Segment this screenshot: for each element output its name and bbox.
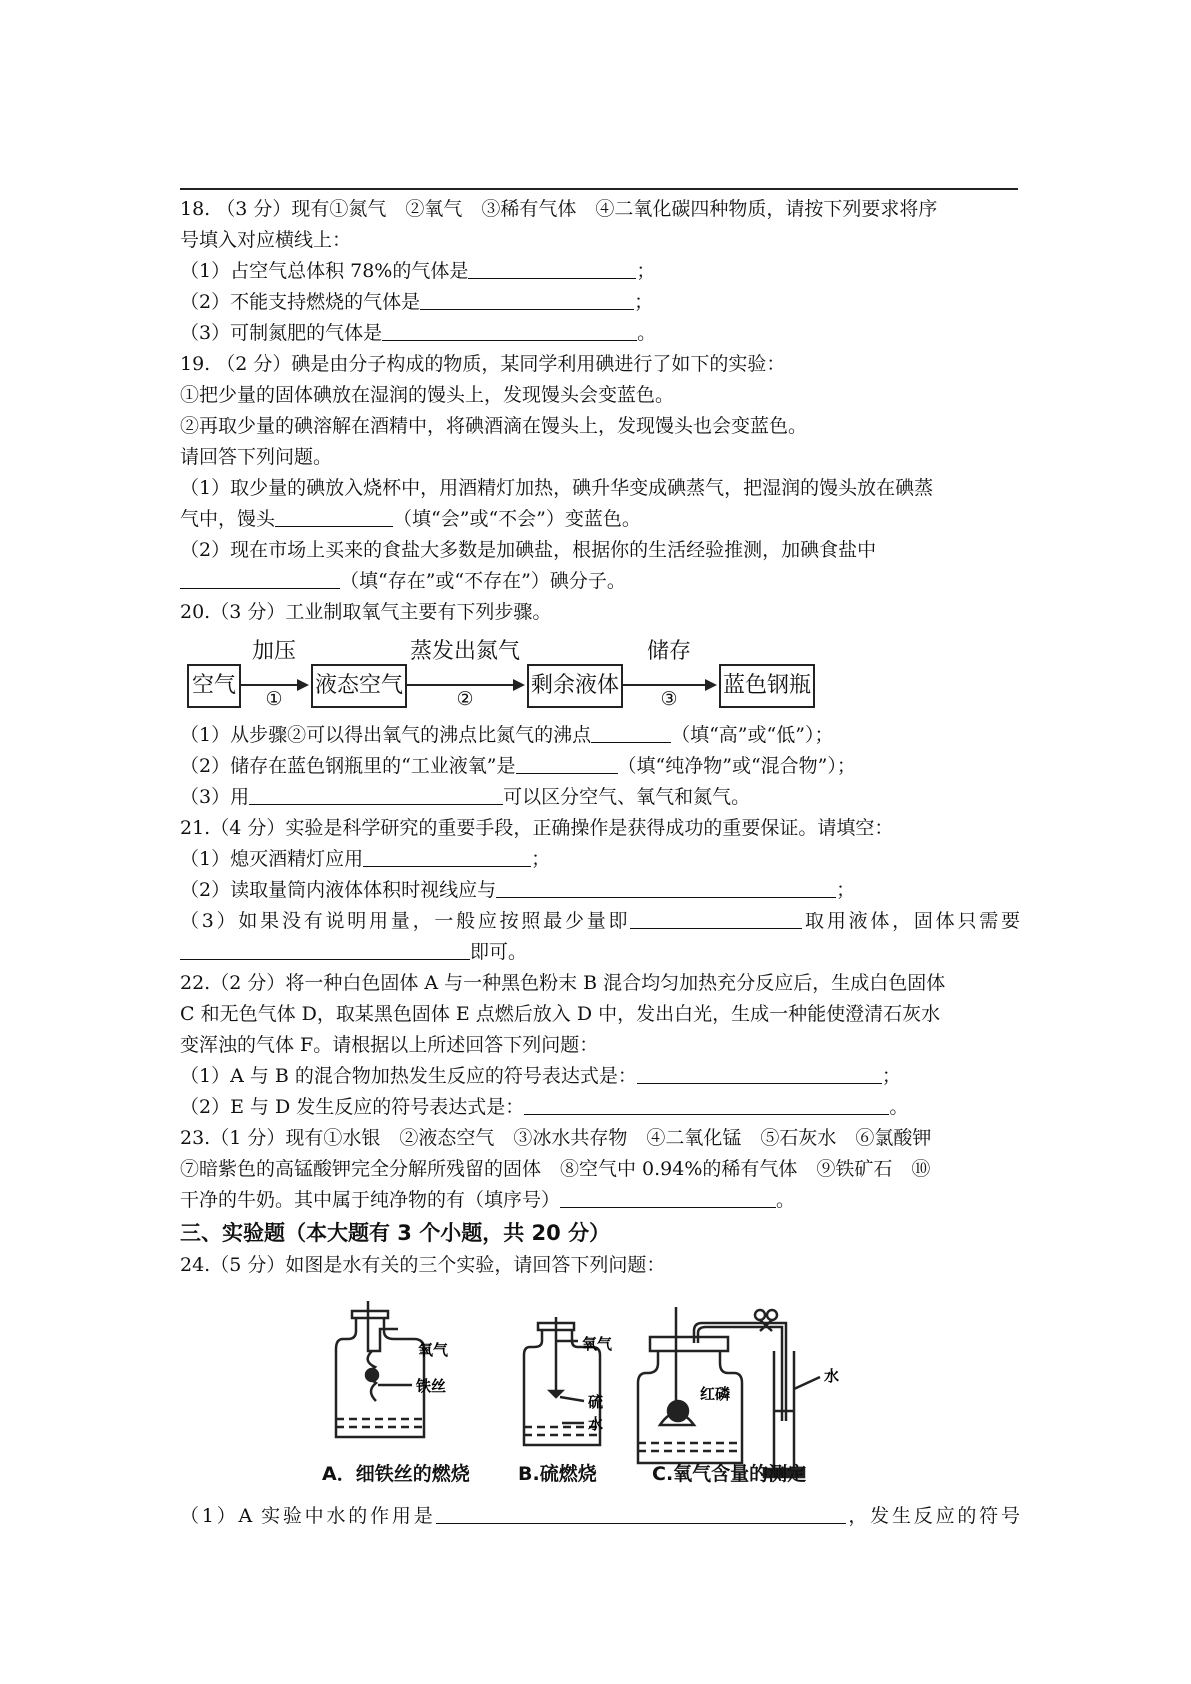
flow-step1-num: ① <box>265 688 283 710</box>
q21-part3-blank-2[interactable] <box>180 937 470 960</box>
q21-stem-text: 21.（4 分）实验是科学研究的重要手段，正确操作是获得成功的重要保证。请填空： <box>180 817 894 839</box>
q19-part1-line1 <box>180 473 1020 504</box>
q20-part3-text: （3）用 <box>180 786 250 808</box>
q21-part3-text-3: 即可。 <box>470 941 528 963</box>
q23-stem-line1 <box>180 1123 1020 1154</box>
q19-part2-text: （2）现在市场上买来的食盐大多数是加碘盐，根据你的生活经验推测，加碘食盐中 <box>180 539 877 561</box>
q19-part2-blank[interactable] <box>180 566 340 589</box>
q20-part3-blank[interactable] <box>249 782 503 805</box>
q18-part2 <box>180 287 1020 318</box>
q18-stem-text-2: 号填入对应横线上： <box>180 229 352 251</box>
q18-stem-text: 18. （3 分）现有①氮气 ②氧气 ③稀有气体 ④二氧化碳四种物质，请按下列要求将序 <box>180 198 938 220</box>
q20-part2-text-2: （填“纯净物”或“混合物”）； <box>617 755 856 777</box>
q19-experiment2 <box>180 411 1020 442</box>
q19-ask <box>180 442 1020 473</box>
q22-stem-line2 <box>180 999 1020 1030</box>
section3-heading <box>180 1216 1020 1250</box>
q23-blank[interactable] <box>560 1185 776 1208</box>
flow-box-remaining-liquid: 剩余液体 <box>527 664 623 708</box>
q22-part2-blank[interactable] <box>524 1092 889 1115</box>
q22-part1-blank[interactable] <box>637 1061 882 1084</box>
q21-part2-blank[interactable] <box>496 875 836 898</box>
q22-stem-line1 <box>180 968 1020 999</box>
caption-c: C.氧气含量的测定 <box>652 1463 807 1485</box>
flow-box-liquid-air: 液态空气 <box>311 664 407 708</box>
label-b-oxygen: 氧气 <box>582 1335 613 1353</box>
q18-part2-end: ； <box>634 291 654 313</box>
q20-part1-text: （1）从步骤②可以得出氧气的沸点比氮气的沸点 <box>180 724 592 746</box>
q20-part1 <box>180 720 1020 751</box>
q21-part1-blank[interactable] <box>363 844 531 867</box>
q18-part2-text: （2）不能支持燃烧的气体是 <box>180 291 421 313</box>
q20-part1-blank[interactable] <box>591 720 671 743</box>
q18-part3-text: （3）可制氮肥的气体是 <box>180 322 383 344</box>
flow-box-blue-cylinder: 蓝色钢瓶 <box>719 664 815 708</box>
caption-b: B.硫燃烧 <box>518 1463 597 1485</box>
q20-part3-text-2: 可以区分空气、氧气和氮气。 <box>503 786 751 808</box>
flow-step2-num: ② <box>456 688 474 710</box>
q24-experiment-figure <box>180 1291 1020 1501</box>
q22-part2 <box>180 1092 1020 1123</box>
q21-part2-end: ； <box>836 879 856 901</box>
q24-part1 <box>180 1501 1020 1532</box>
q20-part3 <box>180 782 1020 813</box>
q23-stem-text: 23.（1 分）现有①水银 ②液态空气 ③冰水共存物 ④二氧化锰 ⑤石灰水 ⑥氯酸钾 <box>180 1127 932 1149</box>
q24-part1-text-2: ，发生反应的符号 <box>845 1505 1020 1527</box>
q18-part1-text: （1）占空气总体积 78%的气体是 <box>180 260 469 282</box>
q19-part1-text-3: （填“会”或“不会”）变蓝色。 <box>393 508 641 530</box>
q19-part1-text-2: 气中，馒头 <box>180 508 276 530</box>
label-b-water: 水 <box>588 1415 604 1433</box>
caption-a: A．细铁丝的燃烧 <box>322 1463 470 1485</box>
flow-arrow-2 <box>407 684 523 686</box>
q22-part1-text: （1）A 与 B 的混合物加热发生反应的符号表达式是： <box>180 1065 637 1087</box>
q24-stem-text: 24.（5 分）如图是水有关的三个实验，请回答下列问题： <box>180 1254 666 1276</box>
q23-stem-line3 <box>180 1185 1020 1216</box>
q19-experiment2-text: ②再取少量的碘溶解在酒精中，将碘酒滴在馒头上，发现馒头也会变蓝色。 <box>180 415 808 437</box>
q19-stem-text: 19. （2 分）碘是由分子构成的物质，某同学利用碘进行了如下的实验： <box>180 353 786 375</box>
q18-part3 <box>180 318 1020 349</box>
q18-part1-end: ； <box>636 260 656 282</box>
q20-stem <box>180 597 1020 628</box>
q23-stem-text-2: ⑦暗紫色的高锰酸钾完全分解所残留的固体 ⑧空气中 0.94%的稀有气体 ⑨铁矿石 ⑩ <box>180 1158 931 1180</box>
q19-part2-text-2: （填“存在”或“不存在”）碘分子。 <box>340 570 626 592</box>
label-c-water: 水 <box>824 1367 840 1385</box>
q22-stem-text-3: 变浑浊的气体 F。请根据以上所述回答下列问题： <box>180 1034 599 1056</box>
q21-part3-text-2: 取用液体，固体只需要 <box>802 910 1020 932</box>
q23-stem-text-3: 干净的牛奶。其中属于纯净物的有（填序号） <box>180 1189 561 1211</box>
q18-part2-blank[interactable] <box>420 287 634 310</box>
q22-part2-end: 。 <box>889 1096 909 1118</box>
q21-part1-end: ； <box>531 848 551 870</box>
q21-part3-line2 <box>180 937 1020 968</box>
label-b-sulfur: 硫 <box>588 1393 604 1411</box>
q23-stem-line2 <box>180 1154 1020 1185</box>
q18-part1 <box>180 256 1020 287</box>
q21-part2 <box>180 875 1020 906</box>
flow-arrow-1 <box>241 684 307 686</box>
q19-part2-line1 <box>180 535 1020 566</box>
q22-stem-line3 <box>180 1030 1020 1061</box>
q20-part2 <box>180 751 1020 782</box>
label-c-red-phosphorus: 红磷 <box>700 1385 731 1403</box>
q21-part3-text: （3）如果没有说明用量，一般应按照最少量即 <box>180 910 631 932</box>
q20-part1-text-2: （填“高”或“低”）； <box>671 724 834 746</box>
flow-arrow-3 <box>623 684 715 686</box>
flow-box-air: 空气 <box>187 664 241 708</box>
q22-part1 <box>180 1061 1020 1092</box>
q19-experiment1 <box>180 380 1020 411</box>
q20-part2-blank[interactable] <box>516 751 618 774</box>
q18-stem-line2 <box>180 225 1020 256</box>
experiment-apparatus-drawing <box>180 1291 1020 1501</box>
q18-stem-line1 <box>180 194 1020 225</box>
label-a-oxygen: 氧气 <box>418 1341 449 1359</box>
flow-step1-label: 加压 <box>251 639 296 664</box>
q24-stem <box>180 1250 1020 1281</box>
q18-part1-blank[interactable] <box>468 256 636 279</box>
q20-stem-text: 20.（3 分）工业制取氧气主要有下列步骤。 <box>180 601 552 623</box>
q21-part3-blank-1[interactable] <box>630 906 802 929</box>
q21-part1 <box>180 844 1020 875</box>
label-a-iron-wire: 铁丝 <box>416 1377 447 1395</box>
exam-content <box>180 194 1020 1532</box>
flow-step2-label: 蒸发出氮气 <box>409 639 520 664</box>
q19-ask-text: 请回答下列问题。 <box>180 446 333 468</box>
top-rule <box>180 188 1018 190</box>
q22-stem-text-2: C 和无色气体 D，取某黑色固体 E 点燃后放入 D 中，发出白光，生成一种能使澄清石灰水 <box>180 1003 941 1025</box>
flow-step3-num: ③ <box>660 688 678 710</box>
q19-part1-line2 <box>180 504 1020 535</box>
q19-part2-line2 <box>180 566 1020 597</box>
q18-part3-end: 。 <box>637 322 657 344</box>
q22-part1-end: ； <box>881 1065 901 1087</box>
q21-part3-line1 <box>180 906 1020 937</box>
q21-stem <box>180 813 1020 844</box>
q24-part1-blank[interactable] <box>436 1501 846 1524</box>
q22-part2-text: （2）E 与 D 发生反应的符号表达式是： <box>180 1096 525 1118</box>
flow-step3-label: 储存 <box>646 639 691 664</box>
q19-stem <box>180 349 1020 380</box>
q20-process-flow <box>180 634 1020 714</box>
section3-title: 三、实验题（本大题有 3 个小题，共 20 分） <box>180 1221 611 1245</box>
q24-part1-text: （1）A 实验中水的作用是 <box>180 1505 436 1527</box>
q20-part2-text: （2）储存在蓝色钢瓶里的“工业液氧”是 <box>180 755 516 777</box>
q21-part2-text: （2）读取量筒内液体体积时视线应与 <box>180 879 497 901</box>
q18-part3-blank[interactable] <box>382 318 637 341</box>
q19-part1-text: （1）取少量的碘放入烧杯中，用酒精灯加热，碘升华变成碘蒸气，把湿润的馒头放在碘蒸 <box>180 477 934 499</box>
q22-stem-text: 22.（2 分）将一种白色固体 A 与一种黑色粉末 B 混合均匀加热充分反应后，生成白色固体 <box>180 972 946 994</box>
q19-experiment1-text: ①把少量的固体碘放在湿润的馒头上，发现馒头会变蓝色。 <box>180 384 675 406</box>
q23-stem-end: 。 <box>776 1189 796 1211</box>
q21-part1-text: （1）熄灭酒精灯应用 <box>180 848 364 870</box>
q19-part1-blank[interactable] <box>275 504 393 527</box>
